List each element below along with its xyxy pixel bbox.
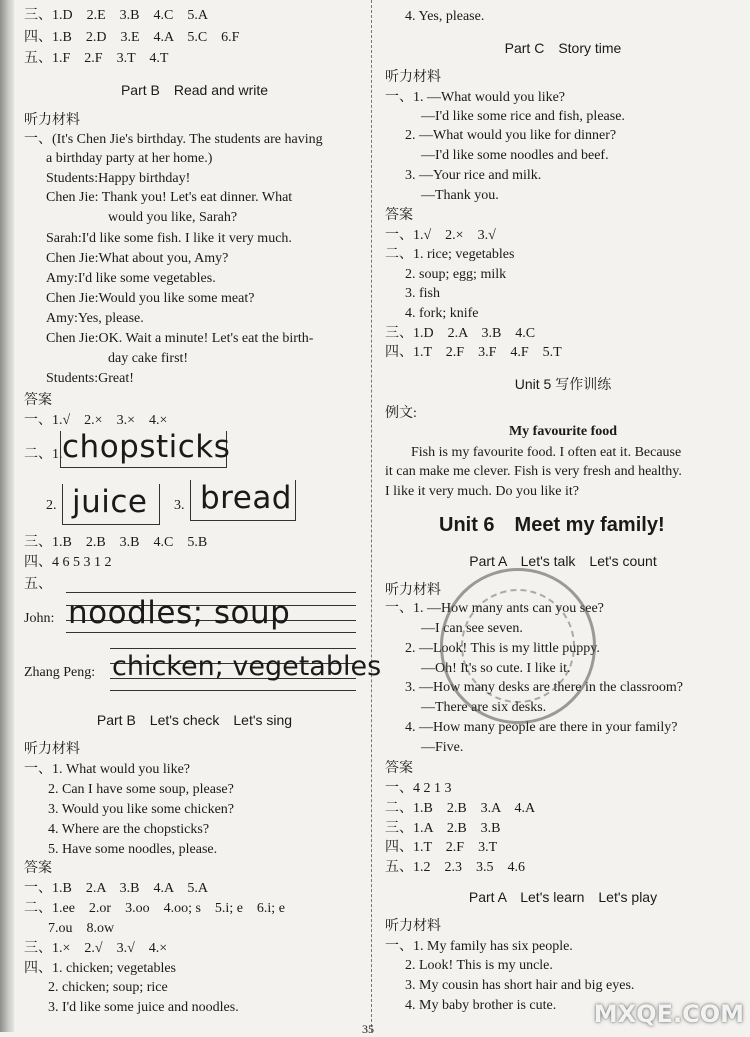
story-line: would you like, Sarah? bbox=[108, 210, 238, 225]
listening-label: 听力材料 bbox=[385, 583, 441, 598]
answer-line: 四、1. chicken; vegetables bbox=[24, 961, 177, 976]
essay-line: it can make me clever. Fish is very fresh and healthy. bbox=[385, 464, 682, 479]
essay-title: My favourite food bbox=[508, 424, 618, 439]
answer-line: 3. I'd like some juice and noodles. bbox=[48, 1000, 239, 1015]
story-line: Amy:Yes, please. bbox=[46, 311, 144, 326]
story-line: Amy:I'd like some vegetables. bbox=[46, 271, 216, 286]
section-heading: Unit 5 写作训练 bbox=[514, 376, 612, 392]
listening-line: —I'd like some noodles and beef. bbox=[421, 148, 609, 163]
listening-line: —There are six desks. bbox=[421, 700, 547, 715]
unit-title: Unit 6 Meet my family! bbox=[439, 514, 665, 536]
story-line: Sarah:I'd like some fish. I like it very much. bbox=[46, 231, 292, 246]
listening-line: 一、1. —How many ants can you see? bbox=[385, 601, 604, 616]
writing-line bbox=[110, 690, 356, 691]
story-line: Chen Jie:OK. Wait a minute! Let's eat the birth- bbox=[46, 331, 314, 346]
listening-line: —I can see seven. bbox=[421, 621, 523, 636]
answer-line: 三、1.D 2.E 3.B 4.C 5.A bbox=[24, 8, 208, 23]
listening-line: 4. —How many people are there in your family? bbox=[405, 720, 678, 735]
listening-line: —Five. bbox=[421, 740, 464, 755]
section-heading: Part A Let's learn Let's play bbox=[468, 889, 658, 905]
site-watermark: MXQE.COM bbox=[593, 1000, 744, 1028]
listening-line: 一、1. My family has six people. bbox=[385, 939, 573, 954]
handwritten-answer: juice bbox=[72, 484, 148, 520]
listening-line: 一、1. —What would you like? bbox=[385, 90, 566, 105]
listening-line: —Oh! It's so cute. I like it. bbox=[421, 661, 571, 676]
listening-line: 2. Look! This is my uncle. bbox=[405, 958, 553, 973]
answer-label: 答案 bbox=[385, 208, 413, 223]
answer-line: 二、1.ee 2.or 3.oo 4.oo; s 5.i; e 6.i; e bbox=[24, 901, 285, 916]
answer-line: 五、 bbox=[24, 577, 52, 592]
answer-line: 一、1.√ 2.× 3.√ bbox=[385, 228, 496, 243]
handwritten-answer: chopsticks bbox=[62, 429, 231, 465]
listening-label: 听力材料 bbox=[24, 113, 80, 128]
story-line: 一、(It's Chen Jie's birthday. The students are having bbox=[24, 132, 323, 147]
essay-line: Fish is my favourite food. I often eat it. Because bbox=[411, 445, 682, 460]
essay-line: I like it very much. Do you like it? bbox=[385, 484, 580, 499]
handwritten-answer: chicken; vegetables bbox=[112, 651, 382, 682]
listening-line: —Thank you. bbox=[421, 188, 499, 203]
answer-line: 3. fish bbox=[405, 286, 440, 301]
answer-line: 一、1.B 2.A 3.B 4.A 5.A bbox=[24, 881, 208, 896]
writing-line bbox=[66, 632, 356, 633]
listening-line: 2. —Look! This is my little puppy. bbox=[405, 641, 600, 656]
page-binding bbox=[0, 0, 14, 1032]
listening-line: 2. Can I have some soup, please? bbox=[48, 782, 234, 797]
answer-label: 答案 bbox=[385, 761, 413, 776]
answer-line: 一、1.√ 2.× 3.× 4.× bbox=[24, 413, 168, 428]
listening-line: 3. My cousin has short hair and big eyes. bbox=[405, 978, 635, 993]
section-heading: Part B Let's check Let's sing bbox=[96, 712, 293, 728]
answer-line: 四、1.B 2.D 3.E 4.A 5.C 6.F bbox=[24, 30, 240, 45]
story-line: Chen Jie:Would you like some meat? bbox=[46, 291, 255, 306]
handwritten-answer: noodles; soup bbox=[68, 595, 291, 631]
name-label: Zhang Peng: bbox=[24, 665, 96, 680]
listening-label: 听力材料 bbox=[385, 919, 441, 934]
answer-line: 4. fork; knife bbox=[405, 306, 479, 321]
writing-line bbox=[66, 592, 356, 593]
section-heading: Part C Story time bbox=[504, 40, 622, 56]
answer-label: 答案 bbox=[24, 393, 52, 408]
answer-line: 三、1.B 2.B 3.B 4.C 5.B bbox=[24, 535, 208, 550]
answer-line: 四、1.T 2.F 3.F 4.F 5.T bbox=[385, 345, 562, 360]
answer-line: 三、1.× 2.√ 3.√ 4.× bbox=[24, 941, 168, 956]
listening-line: 3. Would you like some chicken? bbox=[48, 802, 235, 817]
answer-line: 四、4 6 5 3 1 2 bbox=[24, 555, 112, 570]
name-label: John: bbox=[24, 611, 55, 626]
story-line: Chen Jie:What about you, Amy? bbox=[46, 251, 229, 266]
listening-line: 4. Where are the chopsticks? bbox=[48, 822, 210, 837]
writing-line bbox=[110, 648, 356, 649]
answer-line: 2. soup; egg; milk bbox=[405, 267, 507, 282]
answer-line: 3. bbox=[174, 498, 185, 513]
answer-line: 五、1.2 2.3 3.5 4.6 bbox=[385, 860, 525, 875]
answer-line: 7.ou 8.ow bbox=[48, 921, 115, 936]
listening-line: —I'd like some rice and fish, please. bbox=[421, 109, 625, 124]
example-label: 例文: bbox=[385, 406, 417, 421]
story-line: Students:Great! bbox=[46, 371, 134, 386]
story-line: Chen Jie: Thank you! Let's eat dinner. What bbox=[46, 190, 293, 205]
story-line: Students:Happy birthday! bbox=[46, 171, 191, 186]
answer-label: 答案 bbox=[24, 861, 52, 876]
listening-line: 3. —Your rice and milk. bbox=[405, 168, 542, 183]
story-line: day cake first! bbox=[108, 351, 189, 366]
story-line: a birthday party at her home.) bbox=[46, 151, 213, 166]
listening-line: 3. —How many desks are there in the classroom? bbox=[405, 680, 683, 695]
answer-line: 2. bbox=[46, 498, 57, 513]
listening-line: 2. —What would you like for dinner? bbox=[405, 128, 617, 143]
section-heading: Part A Let's talk Let's count bbox=[469, 553, 657, 569]
answer-line: 4. Yes, please. bbox=[405, 9, 485, 24]
answer-line: 三、1.A 2.B 3.B bbox=[385, 821, 501, 836]
handwritten-answer: bread bbox=[200, 480, 292, 516]
section-heading: Part B Read and write bbox=[120, 82, 269, 98]
listening-label: 听力材料 bbox=[24, 742, 80, 757]
answer-line: 四、1.T 2.F 3.T bbox=[385, 840, 498, 855]
listening-line: 5. Have some noodles, please. bbox=[48, 842, 218, 857]
answer-line: 五、1.F 2.F 3.T 4.T bbox=[24, 51, 169, 66]
listening-line: 一、1. What would you like? bbox=[24, 762, 191, 777]
answer-line: 2. chicken; soup; rice bbox=[48, 980, 168, 995]
answer-line: 二、1. rice; vegetables bbox=[385, 247, 515, 262]
answer-line: 二、1. bbox=[24, 447, 63, 462]
column-divider bbox=[371, 0, 372, 1032]
answer-line: 二、1.B 2.B 3.A 4.A bbox=[385, 801, 536, 816]
listening-line: 4. My baby brother is cute. bbox=[405, 998, 557, 1013]
answer-line: 三、1.D 2.A 3.B 4.C bbox=[385, 326, 536, 341]
page-number: 35 bbox=[362, 1022, 374, 1036]
answer-line: 一、4 2 1 3 bbox=[385, 781, 452, 796]
listening-label: 听力材料 bbox=[385, 70, 441, 85]
